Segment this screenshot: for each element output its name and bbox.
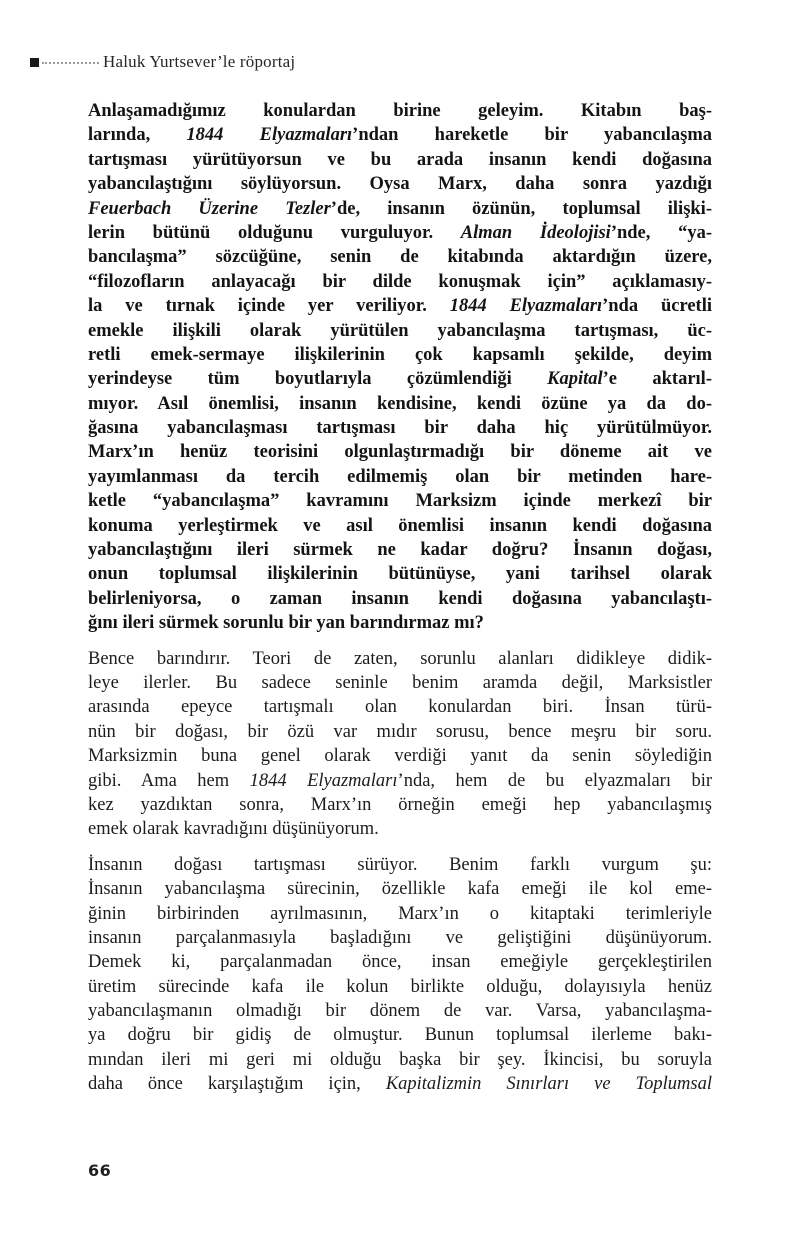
text-segment: ’nda, hem de bu elyazmaları bir: [397, 770, 712, 791]
text-line: [88, 695, 712, 719]
text-line: [88, 294, 712, 318]
text-segment: yayımlanması da tercih edilmemiş olan bir metinden hare-: [88, 466, 712, 487]
text-line: [88, 647, 712, 671]
text-segment: ’de, insanın özünün, toplumsal ilişki-: [330, 198, 712, 219]
text-segment: Marx’ın henüz teorisini olgunlaştırmadığı bir döneme ait ve: [88, 442, 712, 463]
text-line: [88, 392, 712, 416]
page-number: 66: [88, 1161, 112, 1180]
text-line: [88, 1072, 712, 1096]
text-line: [88, 853, 712, 877]
text-segment: la ve tırnak içinde yer veriliyor.: [88, 296, 450, 317]
text-segment: mıyor. Asıl önemlisi, insanın kendisine, kendi özüne ya da do-: [88, 393, 712, 414]
text-line: [88, 440, 712, 464]
text-segment: yabancılaştığını ileri sürmek ne kadar doğru? İnsanın doğası,: [88, 540, 712, 561]
running-header-title: Haluk Yurtsever’le röportaj: [103, 52, 296, 71]
italic-text: 1844 Elyazmaları: [449, 296, 603, 317]
text-segment: Bence barındırır. Teori de zaten, sorunlu alanları didikleye didik-: [88, 648, 712, 669]
text-line: [88, 926, 712, 950]
text-line: [88, 270, 712, 294]
text-segment: tartışması yürütüyorsun ve bu arada insanın kendi doğasına: [88, 149, 712, 170]
filled-square-icon: [30, 58, 39, 67]
text-segment: arasında epeyce tartışmalı olan konulardan biri. İnsan türü-: [88, 697, 712, 718]
text-line: [88, 877, 712, 901]
paragraph: [88, 647, 712, 842]
text-segment: mından ileri mi geri mi olduğu başka bir şey. İkincisi, bu soruyla: [88, 1049, 712, 1070]
running-header: [30, 53, 295, 71]
text-line: [88, 538, 712, 562]
text-segment: ketle “yabancılaşma” kavramını Marksizm içinde merkezî bir: [88, 491, 712, 512]
text-segment: belirleniyorsa, o zaman insanın kendi doğasına yabancılaştı-: [88, 588, 712, 609]
paragraph: [88, 99, 712, 636]
text-line: [88, 465, 712, 489]
text-segment: ğını ileri sürmek sorunlu bir yan barındırmaz mı?: [88, 613, 484, 634]
text-segment: onun toplumsal ilişkilerinin bütünüyse, yani tarihsel olarak: [88, 564, 712, 585]
text-segment: İnsanın doğası tartışması sürüyor. Benim farklı vurgum şu:: [88, 854, 712, 875]
text-segment: lerin bütünü olduğunu vurguluyor.: [88, 222, 461, 243]
text-segment: ğinin birbirinden ayrılmasının, Marx’ın o kitaptaki terimleriyle: [88, 903, 712, 924]
text-segment: Marksizmin buna genel olarak verdiği yanıt da senin söylediğin: [88, 746, 712, 767]
text-segment: ya doğru bir gidiş de olmuştur. Bunun toplumsal ilerleme bakı-: [88, 1025, 712, 1046]
text-line: [88, 562, 712, 586]
text-line: [88, 720, 712, 744]
text-segment: ’e aktarıl-: [602, 369, 712, 390]
text-line: [88, 817, 712, 841]
text-segment: kez yazdıktan sonra, Marx’ın örneğin emeği hep yabancılaşmış: [88, 794, 712, 815]
text-segment: “filozofların anlayacağı bir dilde konuşmak için” açıklamasıy-: [88, 271, 712, 292]
italic-text: 1844 Elyazmaları: [186, 125, 353, 146]
dotted-leader: [42, 62, 99, 64]
text-segment: emekle ilişkili olarak yürütülen yabancılaşma tartışması, üc-: [88, 320, 712, 341]
text-line: [88, 744, 712, 768]
text-line: [88, 769, 712, 793]
text-line: [88, 1023, 712, 1047]
text-segment: ğasına yabancılaşması tartışması bir daha hiç yürütülmüyor.: [88, 418, 712, 439]
text-line: [88, 671, 712, 695]
text-line: [88, 514, 712, 538]
text-segment: nün bir doğası, bir özü var mıdır sorusu, bence meşru bir soru.: [88, 721, 712, 742]
text-line: [88, 367, 712, 391]
text-segment: yabancılaştığını söylüyorsun. Oysa Marx, daha sonra yazdığı: [88, 174, 712, 195]
text-line: [88, 123, 712, 147]
text-segment: bancılaşma” sözcüğüne, senin de kitabında aktardığın üzere,: [88, 247, 712, 268]
text-line: [88, 611, 712, 635]
text-segment: emek olarak kavradığını düşünüyorum.: [88, 819, 379, 840]
text-segment: retli emek-sermaye ilişkilerinin çok kapsamlı şekilde, deyim: [88, 344, 712, 365]
text-segment: ’ndan hareketle bir yabancılaşma: [352, 125, 712, 146]
text-line: [88, 950, 712, 974]
text-segment: Anlaşamadığımız konulardan birine geleyim. Kitabın baş-: [88, 101, 712, 121]
text-line: [88, 148, 712, 172]
text-segment: yabancılaşmanın olmadığı bir dönem de var. Varsa, yabancılaşma-: [88, 1001, 712, 1022]
italic-text: Feuerbach Üzerine Tezler: [88, 198, 331, 219]
text-segment: larında,: [88, 125, 187, 146]
text-line: [88, 1048, 712, 1072]
text-line: [88, 793, 712, 817]
italic-text: 1844 Elyazmaları: [249, 770, 398, 791]
text-segment: ’nde, “ya-: [610, 222, 712, 243]
text-segment: İnsanın yabancılaşma sürecinin, özellikle kafa emeği ile kol eme-: [88, 879, 712, 900]
text-segment: yerindeyse tüm boyutlarıyla çözümlendiği: [88, 369, 548, 390]
text-line: [88, 489, 712, 513]
text-line: [88, 99, 712, 123]
text-line: [88, 416, 712, 440]
text-line: [88, 172, 712, 196]
text-segment: Demek ki, parçalanmadan önce, insan emeğiyle gerçekleştirilen: [88, 952, 712, 973]
body-text: [88, 99, 712, 1108]
text-line: [88, 999, 712, 1023]
text-segment: daha önce karşılaştığım için,: [88, 1074, 386, 1095]
text-line: [88, 587, 712, 611]
text-segment: ’nda ücretli: [602, 296, 712, 317]
italic-text: Alman İdeolojisi: [460, 222, 611, 243]
text-line: [88, 197, 712, 221]
text-line: [88, 975, 712, 999]
text-segment: konuma yerleştirmek ve asıl önemlisi insanın kendi doğasına: [88, 515, 712, 536]
text-line: [88, 343, 712, 367]
italic-text: Kapital: [547, 369, 603, 390]
text-segment: insanın parçalanmasıyla başladığını ve geliştiğini düşünüyorum.: [88, 927, 712, 948]
text-line: [88, 902, 712, 926]
text-line: [88, 221, 712, 245]
text-segment: gibi. Ama hem: [88, 770, 250, 791]
text-segment: leye ilerler. Bu sadece seninle benim aramda değil, Marksistler: [88, 672, 712, 693]
paragraph: [88, 853, 712, 1097]
text-line: [88, 245, 712, 269]
text-line: [88, 319, 712, 343]
text-segment: üretim sürecinde kafa ile kolun birlikte olduğu, dolayısıyla henüz: [88, 976, 712, 997]
italic-text: Kapitalizmin Sınırları ve Toplumsal: [385, 1074, 712, 1095]
